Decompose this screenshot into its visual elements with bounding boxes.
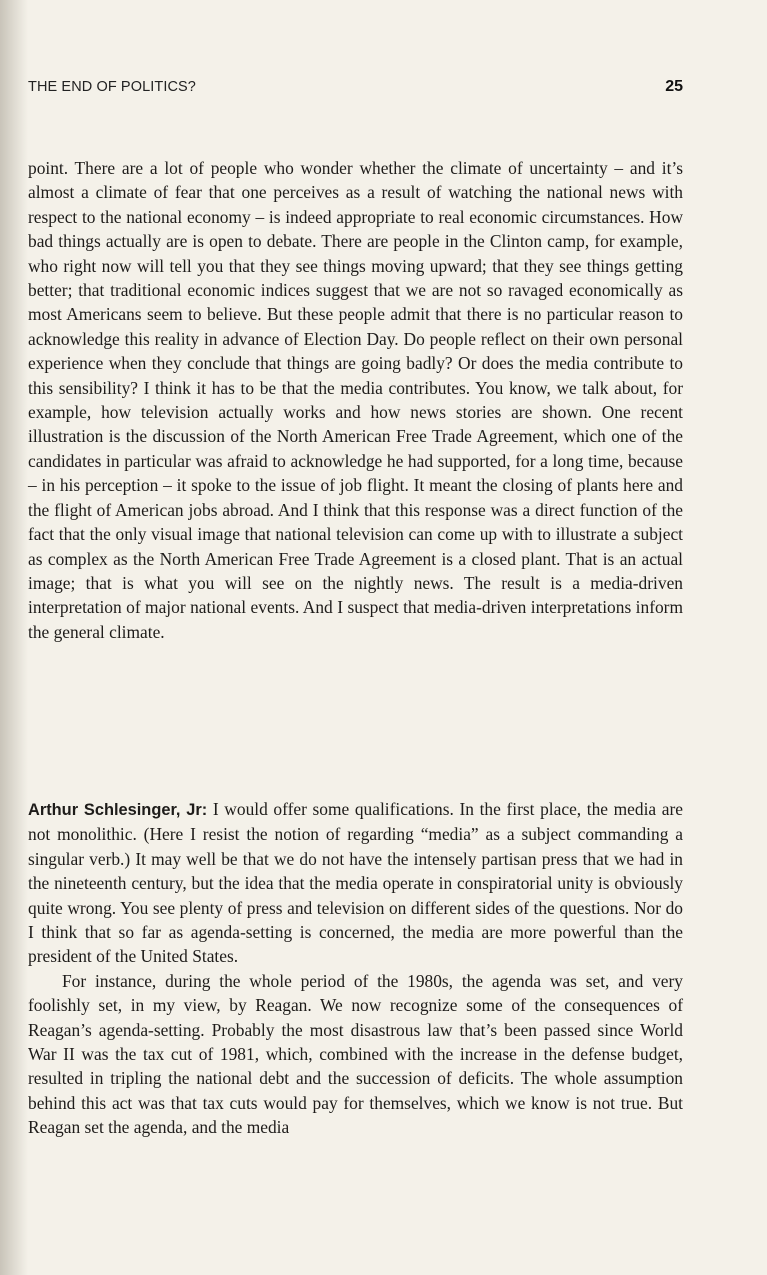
page-gutter-shadow [0, 0, 28, 1275]
speaker-name: Arthur Schlesinger, Jr: [28, 801, 208, 819]
running-head [28, 79, 683, 101]
speaker-paragraph [28, 797, 683, 969]
body-text-block-2 [28, 797, 683, 1140]
speaker-remarks: I would offer some qualifications. In the first place, the media are not monolithic. (Here I resist the notion of regarding “media” as a subject commanding a singular verb.) It may well be that we do not have the intensely partisan press that we had in the nineteenth century, but the idea that the media operate in conspiratorial unity is obviously quite wrong. You see plenty of press and television on different sides of the questions. Nor do I think that so far as agenda-setting is concerned, the media are more powerful than the president of the United States. [28, 799, 683, 967]
body-text-block-1 [28, 156, 683, 644]
page-number: 25 [665, 78, 683, 95]
running-title: THE END OF POLITICS? [28, 79, 196, 95]
paragraph-continuation: point. There are a lot of people who wonder whether the climate of uncertainty – and it’s almost a climate of fear that one perceives as a result of watching the national news with respect to the national economy – is indeed appropriate to real economic circumstances. How bad things actually are is open to debate. There are people in the Clinton camp, for example, who right now will tell you that they see things moving upward; that they see things getting better; that traditional economic indices suggest that we are not so ravaged economically as most Americans seem to believe. But these people admit that there is no particular reason to acknowledge this reality in advance of Election Day. Do people reflect on their own personal experience when they conclude that things are going badly? Or does the media contribute to this sensibility? I think it has to be that the media contributes. You know, we talk about, for example, how television actually works and how news stories are shown. One recent illustration is the discussion of the North American Free Trade Agreement, which one of the candidates in particular was afraid to acknowledge he had supported, for a long time, because – in his perception – it spoke to the issue of job flight. It meant the closing of plants here and the flight of American jobs abroad. And I think that this response was a direct function of the fact that the only visual image that national television can come up with to illustrate a subject as complex as the North American Free Trade Agreement is a closed plant. That is an actual image; that is what you will see on the nightly news. The result is a media-driven interpretation of major national events. And I suspect that media-driven interpretations inform the general climate. [28, 158, 683, 642]
paragraph-indented: For instance, during the whole period of the 1980s, the agenda was set, and very foolishly set, in my view, by Reagan. We now recognize some of the consequences of Reagan’s agenda-setting. Probably the most disastrous law that’s been passed since World War II was the tax cut of 1981, which, combined with the increase in the defense budget, resulted in tripling the national debt and the succession of deficits. The whole assumption behind this act was that tax cuts would pay for themselves, which we know is not true. But Reagan set the agenda, and the media [28, 970, 683, 1138]
